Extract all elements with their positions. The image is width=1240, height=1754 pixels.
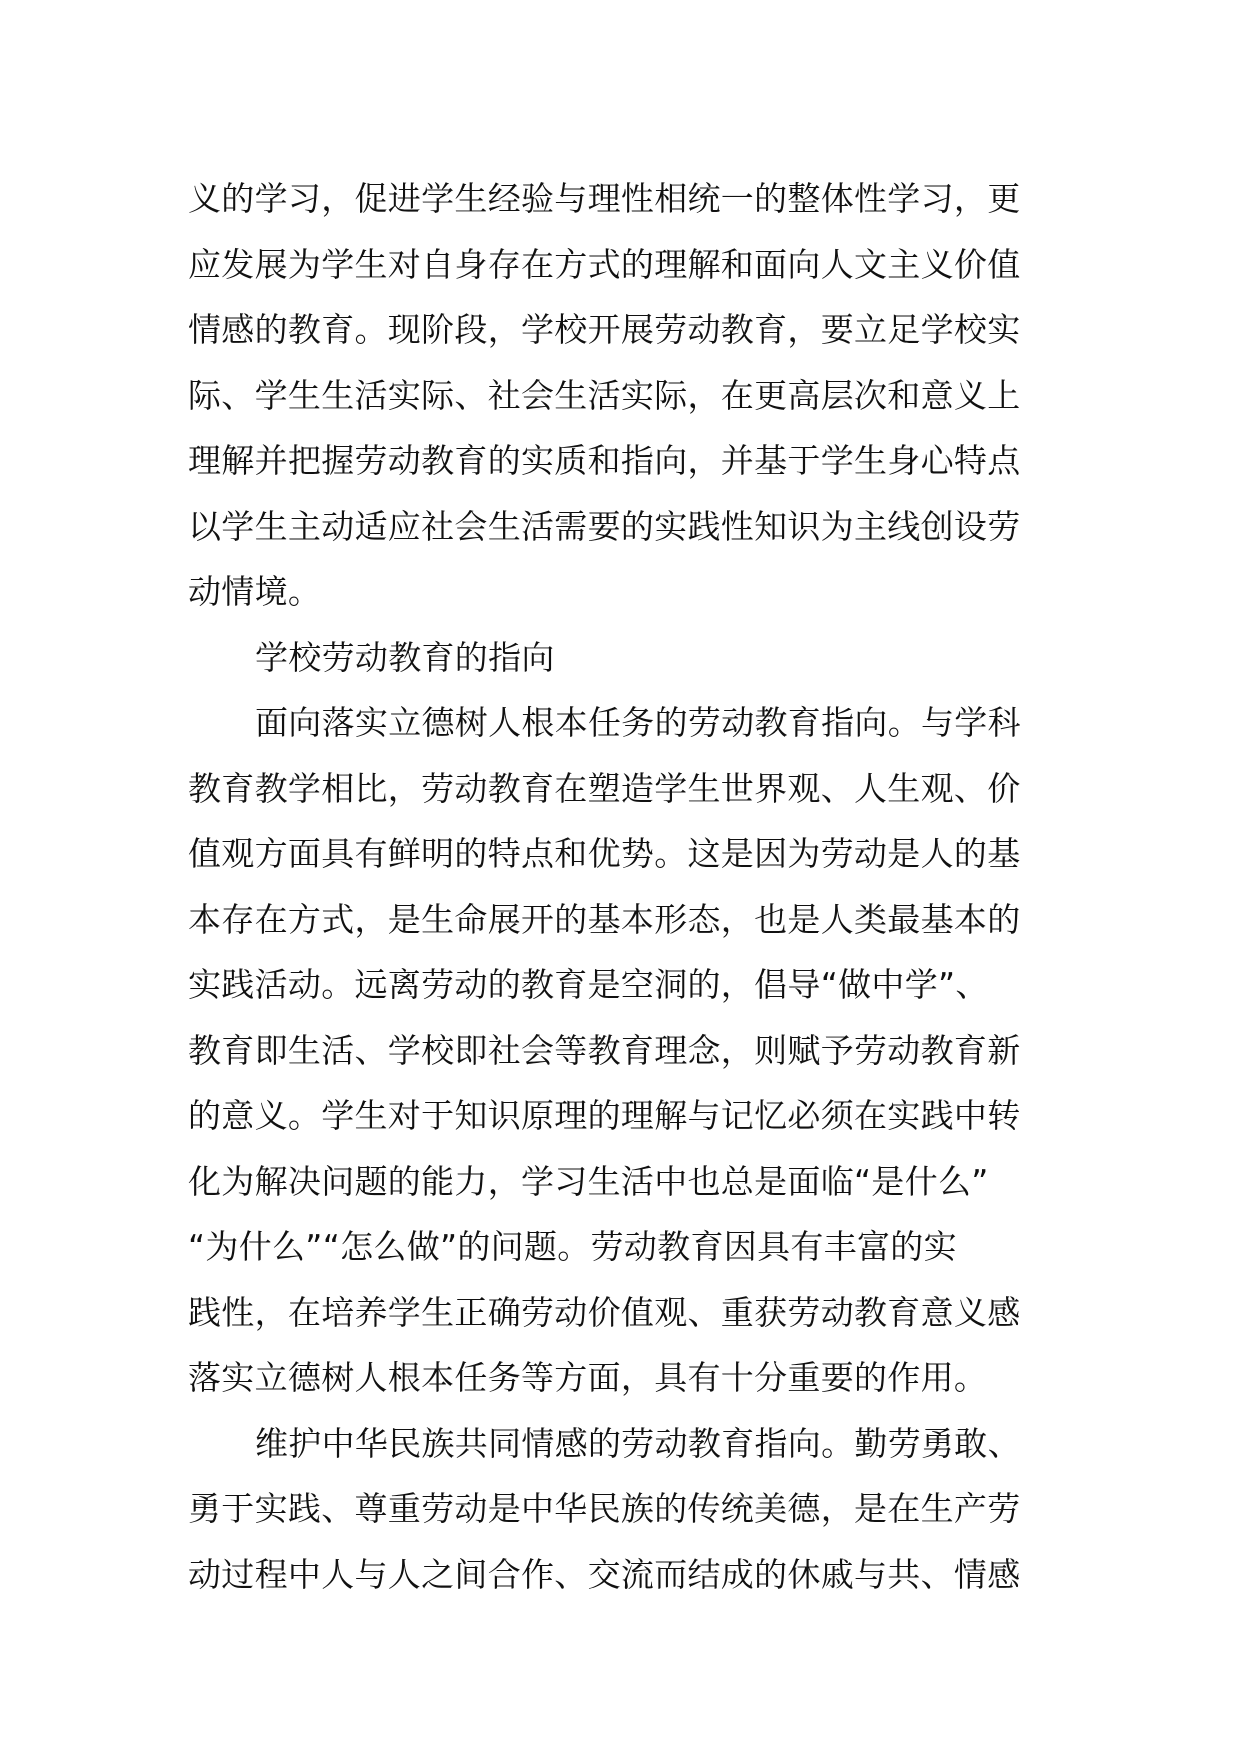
text-line: 情感的教育。现阶段，学校开展劳动教育，要立足学校实 [188, 310, 1021, 349]
text-line: 落实立德树人根本任务等方面，具有十分重要的作用。 [188, 1358, 988, 1397]
text-line: “为什么”“怎么做”的问题。劳动教育因具有丰富的实 [188, 1227, 957, 1266]
text-line: 动情境。 [188, 572, 322, 611]
text-line: 教育即生活、学校即社会等教育理念，则赋予劳动教育新 [188, 1030, 1021, 1070]
text-line: 实践活动。远离劳动的教育是空洞的，倡导“做中学”、 [188, 965, 989, 1004]
paragraph-first-line: 维护中华民族共同情感的劳动教育指向。勤劳勇敢、 [255, 1423, 1021, 1463]
text-line: 义的学习，促进学生经验与理性相统一的整体性学习，更 [188, 179, 1021, 218]
text-line: 际、学生生活实际、社会生活实际，在更高层次和意义上 [188, 375, 1021, 415]
document-body [188, 166, 1058, 1607]
text-line: 动过程中人与人之间合作、交流而结成的休戚与共、情感 [188, 1554, 1021, 1594]
text-line: 值观方面具有鲜明的特点和优势。这是因为劳动是人的基 [188, 834, 1021, 873]
text-line: 勇于实践、尊重劳动是中华民族的传统美德，是在生产劳 [188, 1489, 1021, 1528]
text-line: 本存在方式，是生命展开的基本形态，也是人类最基本的 [188, 899, 1021, 939]
section-heading: 学校劳动教育的指向 [255, 637, 555, 677]
text-line: 的意义。学生对于知识原理的理解与记忆必须在实践中转 [188, 1096, 1021, 1135]
text-line: 理解并把握劳动教育的实质和指向，并基于学生身心特点 [188, 441, 1021, 480]
paragraph-first-line: 面向落实立德树人根本任务的劳动教育指向。与学科 [255, 703, 1021, 742]
text-line: 践性，在培养学生正确劳动价值观、重获劳动教育意义感 [188, 1292, 1021, 1332]
text-line: 化为解决问题的能力，学习生活中也总是面临“是什么” [188, 1161, 989, 1201]
text-line: 应发展为学生对自身存在方式的理解和面向人文主义价值 [188, 244, 1021, 284]
text-line: 教育教学相比，劳动教育在塑造学生世界观、人生观、价 [188, 768, 1021, 808]
text-line: 以学生主动适应社会生活需要的实践性知识为主线创设劳 [188, 506, 1021, 546]
